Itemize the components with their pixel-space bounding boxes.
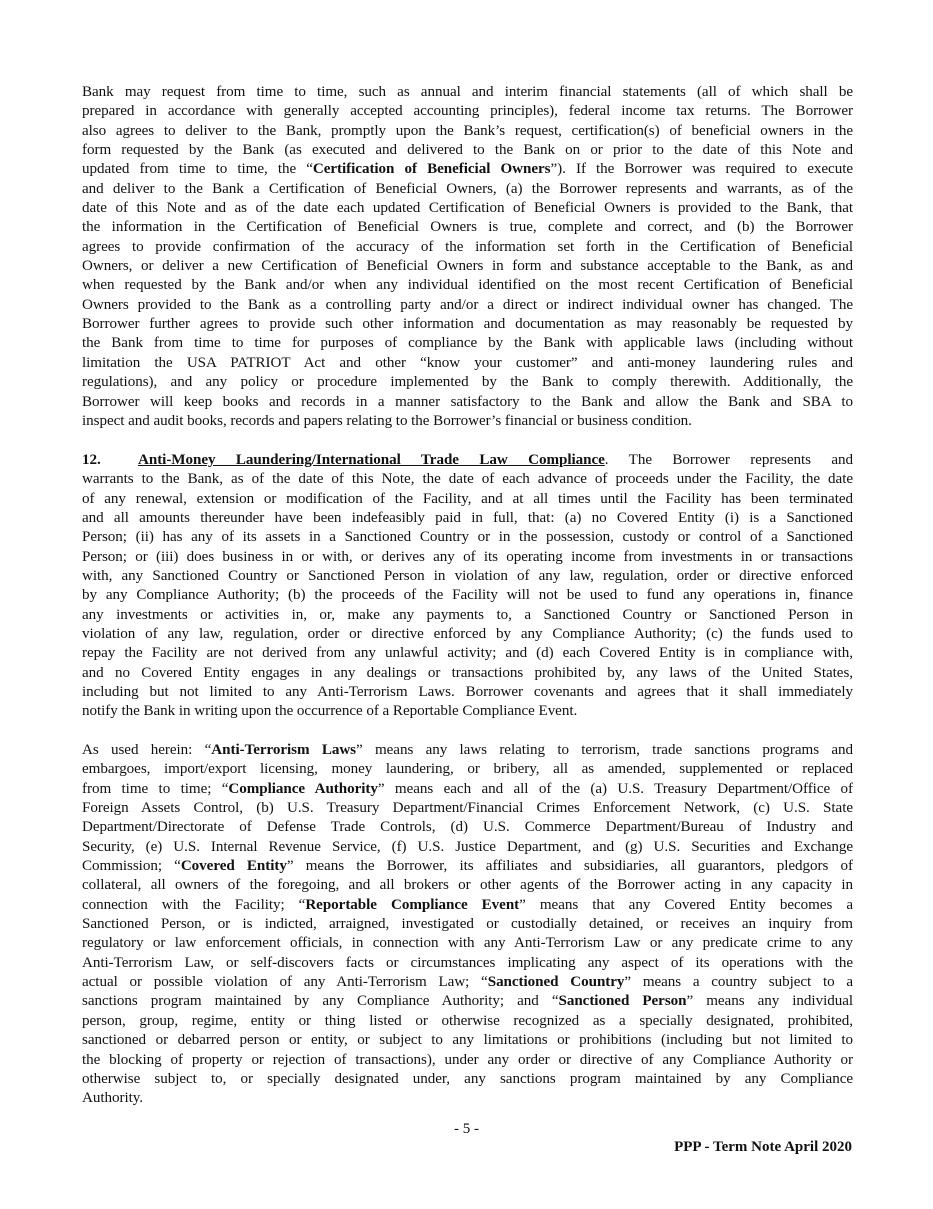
text-line: with, any Sanctioned Country or Sanctioned Person in violation of any law, regulation, order or directive enforced xyxy=(82,568,853,585)
text-run: ” means each and all of the (a) U.S. Treasury Department/Office of xyxy=(377,780,853,797)
text-line: agrees to provide confirmation of the accuracy of the information set forth in the Certification of Beneficial xyxy=(82,238,853,255)
text-run: As used herein: “ xyxy=(82,742,212,758)
text-run: sanctions program maintained by any Compliance Authority; and “ xyxy=(82,993,559,1010)
defined-term: Reportable Compliance Event xyxy=(305,896,520,913)
page-number: - 5 - xyxy=(454,1121,479,1137)
text-line: violation of any law, regulation, order or directive enforced by any Compliance Authority; (c) the funds used to xyxy=(82,626,853,643)
text-line: regulations), and any policy or procedure implemented by the Bank to comply therewith. Additionally, the xyxy=(82,374,853,391)
text-line: form requested by the Bank (as executed and delivered to the Bank on or prior to the date of this Note and xyxy=(82,142,853,159)
text-line: Department/Directorate of Defense Trade Controls, (d) U.S. Commerce Department/Bureau of Industry and xyxy=(82,819,853,836)
text-run: ”). If the Borrower was required to execute xyxy=(550,161,853,178)
text-run: ” means that any Covered Entity becomes a xyxy=(519,896,853,913)
text-line xyxy=(82,857,853,876)
text-line: person, group, regime, entity or thing listed or otherwise recognized as a specially designated, prohibited, xyxy=(82,1012,853,1029)
text-line xyxy=(82,973,853,992)
text-line: the blocking of property or rejection of transactions), under any order or directive of any Compliance Authority or xyxy=(82,1051,853,1068)
text-run: updated from time to time, the “ xyxy=(82,161,313,178)
text-line: Person; or (iii) does business in or with, or derives any of its operating income from investments in or transactions xyxy=(82,548,853,565)
text-line: prepared in accordance with generally accepted accounting principles), federal income tax returns. The Borrower xyxy=(82,103,853,120)
text-line: also agrees to deliver to the Bank, promptly upon the Bank’s request, certification(s) of beneficial owners in the xyxy=(82,122,853,139)
text-line: Security, (e) U.S. Internal Revenue Service, (f) U.S. Justice Department, and (g) U.S. Securities and Exchange xyxy=(82,838,853,855)
text-line: any investments or activities in, or, make any payments to, a Sanctioned Country or Sanctioned Person in xyxy=(82,606,853,623)
section-heading-line xyxy=(82,451,853,470)
text-line: Owners provided to the Bank as a controlling party and/or a direct or indirect individual owner has changed. The xyxy=(82,296,853,313)
text-line: embargoes, import/export licensing, money laundering, or bribery, all as amended, supplemented or replaced xyxy=(82,761,853,778)
text-line: including but not limited to any Anti-Terrorism Laws. Borrower covenants and agrees that it shall immediately xyxy=(82,684,853,701)
text-line: Borrower further agrees to provide such other information and documentation as may reasonably be requested by xyxy=(82,316,853,333)
text-line: sanctioned or debarred person or entity, or subject to any limitations or prohibitions (including but not limited to xyxy=(82,1032,853,1049)
text-line xyxy=(82,992,853,1011)
defined-term: Compliance Authority xyxy=(228,780,378,797)
text-line: notify the Bank in writing upon the occurrence of a Reportable Compliance Event. xyxy=(82,703,578,720)
defined-term: Certification of Beneficial Owners xyxy=(312,161,551,178)
text-line: limitation the USA PATRIOT Act and other “know your customer” and anti-money laundering rules and xyxy=(82,354,853,371)
text-run: actual or possible violation of any Anti-Terrorism Law; “ xyxy=(82,974,488,991)
text-run: ” means any laws relating to terrorism, trade sanctions programs and xyxy=(356,742,853,758)
text-line: Sanctioned Person, or is indicted, arraigned, investigated or custodially detained, or receives an inquiry from xyxy=(82,916,853,933)
text-run: from time to time; “ xyxy=(82,780,229,797)
text-line: Bank may request from time to time, such as annual and interim financial statements (all of which shall be xyxy=(82,84,853,100)
text-line: and all amounts thereunder have been indefeasibly paid in full, that: (a) no Covered Entity (i) is a Sanctioned xyxy=(82,510,853,527)
document-footer: PPP - Term Note April 2020 xyxy=(674,1139,852,1155)
text-line: the Bank from time to time for purposes of compliance by the Bank with applicable laws (including without xyxy=(82,335,853,352)
text-line xyxy=(82,896,853,915)
text-line: by any Compliance Authority; (b) the proceeds of the Facility will not be used to fund any operations in, finance xyxy=(82,587,853,604)
text-line: Foreign Assets Control, (b) U.S. Treasury Department/Financial Crimes Enforcement Network, (c) U.S. State xyxy=(82,800,853,817)
text-line: date of this Note and as of the date each updated Certification of Beneficial Owners is provided to the Bank, that xyxy=(82,200,853,217)
paragraph-definitions xyxy=(82,741,853,1109)
text-line: Authority. xyxy=(82,1090,143,1107)
text-line: regulatory or law enforcement officials, in connection with any Anti-Terrorism Law or any predicate crime to any xyxy=(82,935,853,952)
text-run: ” means a country subject to a xyxy=(624,974,853,991)
text-line: Owners, or deliver a new Certification of Beneficial Owners in form and substance acceptable to the Bank, as and xyxy=(82,258,853,275)
text-run: Commission; “ xyxy=(82,858,181,875)
section-12 xyxy=(82,451,853,722)
text-line: Person; (ii) has any of its assets in a Sanctioned Country or in the possession, custody or control of a Sanctioned xyxy=(82,529,853,546)
text-line: Anti-Terrorism Law, or self-discovers facts or circumstances implicating any aspect of its operations with the xyxy=(82,954,853,971)
defined-term: Sanctioned Person xyxy=(558,993,687,1010)
text-line: and deliver to the Bank a Certification of Beneficial Owners, (a) the Borrower represents and warrants, as of the xyxy=(82,180,853,197)
section-number: 12. xyxy=(82,452,101,468)
section-title: Anti-Money Laundering/International Trade Law Compliance xyxy=(138,452,605,468)
text-line: of any renewal, extension or modification of the Facility, and at all times until the Facility has been terminated xyxy=(82,490,853,507)
text-run: . The Borrower represents and xyxy=(604,452,853,468)
text-run: ” means the Borrower, its affiliates and subsidiaries, all guarantors, pledgors of xyxy=(286,858,854,875)
paragraph-beneficial-owners xyxy=(82,83,853,431)
text-line: and no Covered Entity engages in any dealings or transactions prohibited by, any laws of the United States, xyxy=(82,664,853,681)
text-line xyxy=(82,741,853,760)
text-run: ” means any individual xyxy=(686,993,854,1010)
text-line: warrants to the Bank, as of the date of this Note, the date of each advance of proceeds under the Facility, the date xyxy=(82,471,853,488)
text-run: connection with the Facility; “ xyxy=(82,896,306,913)
text-line xyxy=(82,160,853,179)
text-line: collateral, all owners of the foregoing, and all brokers or other agents of the Borrower acting in any capacity in xyxy=(82,877,853,894)
defined-term: Sanctioned Country xyxy=(487,974,625,991)
text-line: inspect and audit books, records and papers relating to the Borrower’s financial or business condition. xyxy=(82,412,692,429)
text-line: repay the Facility are not derived from any unlawful activity; and (d) each Covered Entity is in compliance with, xyxy=(82,645,853,662)
text-line: when requested by the Bank and/or when any individual identified on the most recent Certification of Beneficial xyxy=(82,277,853,294)
text-line xyxy=(82,780,853,799)
defined-term: Covered Entity xyxy=(180,858,287,875)
defined-term: Anti-Terrorism Laws xyxy=(211,742,357,758)
text-line: the information in the Certification of Beneficial Owners is true, complete and correct, and (b) the Borrower xyxy=(82,219,853,236)
text-line: Borrower will keep books and records in a manner satisfactory to the Bank and allow the Bank and SBA to xyxy=(82,393,853,410)
text-line: otherwise subject to, or specially designated under, any sanctions program maintained by any Compliance xyxy=(82,1070,853,1087)
